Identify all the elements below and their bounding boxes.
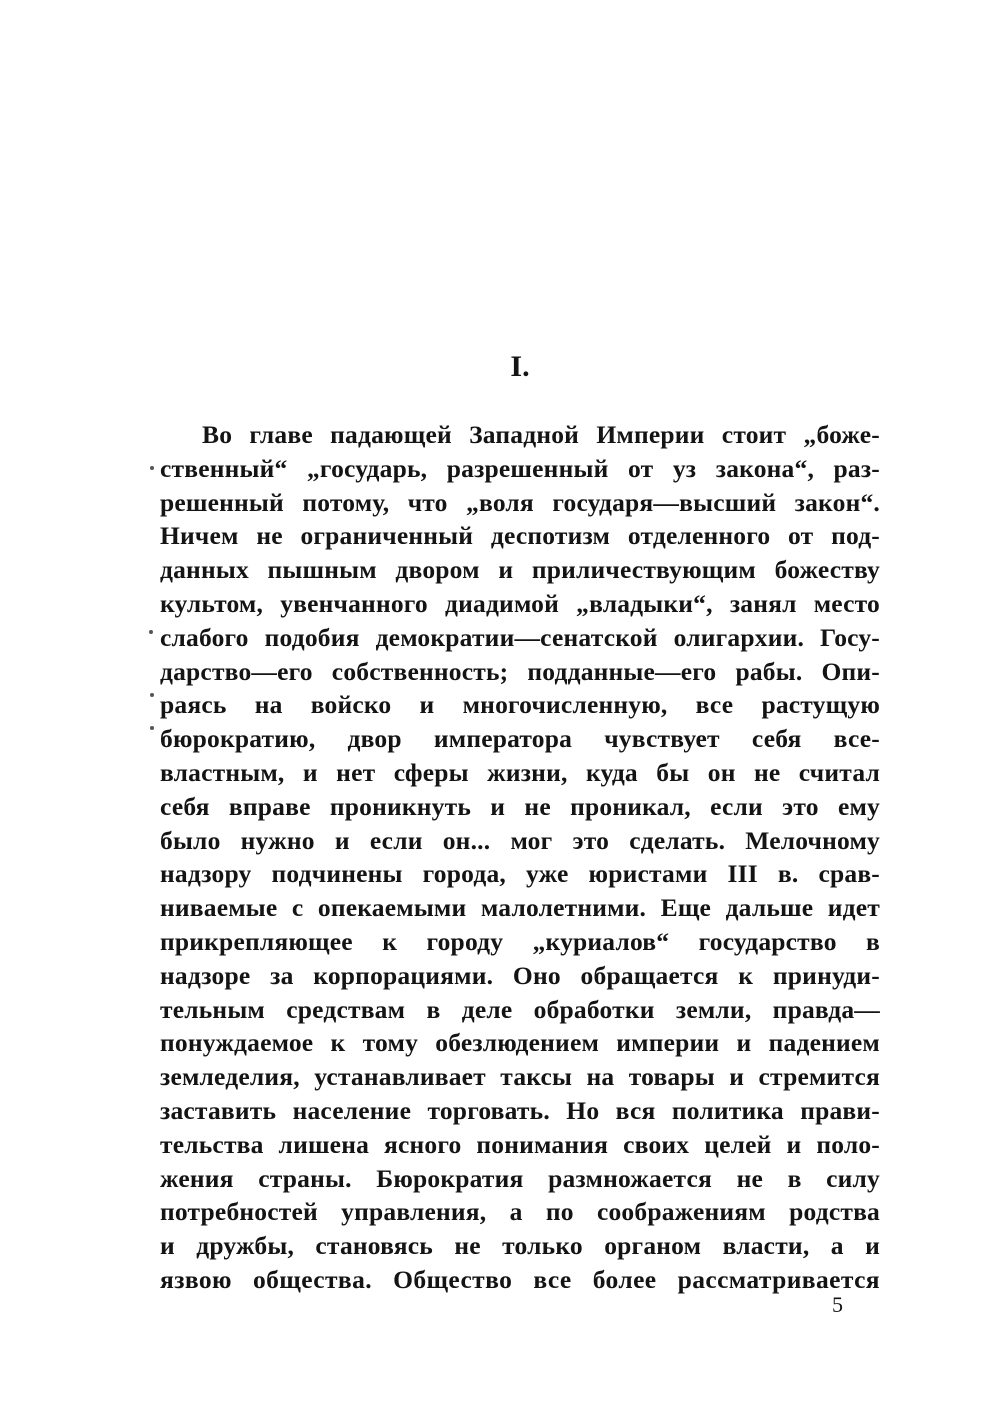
text-line: было нужно и если он... мог это сделать. Мелочному bbox=[160, 825, 880, 855]
text-line: заставить население торговать. Но вся политика прави- bbox=[160, 1095, 880, 1125]
text-line: данных пышным двором и приличествующим божеству bbox=[160, 555, 880, 585]
text-line: себя вправе проникнуть и не проникал, если это ему bbox=[160, 791, 880, 821]
text-line: слабого подобия демократии—сенатской олигархии. Госу- bbox=[160, 622, 880, 652]
text-line: жения страны. Бюрократия размножается не в силу bbox=[160, 1163, 880, 1193]
text-line: земледелия, устанавливает таксы на товары и стремится bbox=[160, 1062, 880, 1092]
text-line: решенный потому, что „воля государя—высший закон“. bbox=[160, 487, 880, 517]
text-line: Во главе падающей Западной Империи стоит „боже- bbox=[202, 420, 880, 449]
scan-speck bbox=[150, 726, 154, 730]
text-line: ниваемые с опекаемыми малолетними. Еще дальше идет bbox=[160, 893, 880, 923]
scan-speck bbox=[150, 693, 154, 697]
text-line: дарство—его собственность; подданные—его рабы. Опи- bbox=[160, 656, 880, 686]
text-line: культом, увенчанного диадимой „владыки“, занял место bbox=[160, 588, 880, 618]
text-line: властным, и нет сферы жизни, куда бы он не считал bbox=[160, 757, 880, 787]
scan-speck bbox=[149, 630, 153, 634]
text-line: прикрепляющее к городу „куриалов“ государство в bbox=[160, 926, 880, 956]
text-line: ственный“ „государь, разрешенный от уз закона“, раз- bbox=[160, 453, 880, 483]
text-line: тельства лишена ясного понимания своих целей и поло- bbox=[160, 1129, 880, 1159]
text-line: потребностей управления, а по соображениям родства bbox=[160, 1197, 880, 1227]
text-line: надзоре за корпорациями. Оно обращается к принуди- bbox=[160, 960, 880, 990]
text-line: Ничем не ограниченный деспотизм отделенного от под- bbox=[160, 521, 880, 551]
scan-speck bbox=[150, 466, 154, 470]
text-line: понуждаемое к тому обезлюдением империи и падением bbox=[160, 1028, 880, 1058]
text-line: надзору подчинены города, уже юристами III в. срав- bbox=[160, 859, 880, 889]
chapter-heading: I. bbox=[510, 350, 530, 383]
text-line: и дружбы, становясь не только органом власти, а и bbox=[160, 1231, 880, 1261]
text-line: бюрократию, двор императора чувствует себя все- bbox=[160, 724, 880, 754]
text-line: раясь на войско и многочисленную, все растущую bbox=[160, 690, 880, 720]
text-line: язвою общества. Общество все более рассматривается bbox=[160, 1264, 880, 1294]
text-line: тельным средствам в деле обработки земли, правда— bbox=[160, 994, 880, 1024]
page-number: 5 bbox=[832, 1292, 843, 1317]
body-text bbox=[160, 418, 880, 1297]
